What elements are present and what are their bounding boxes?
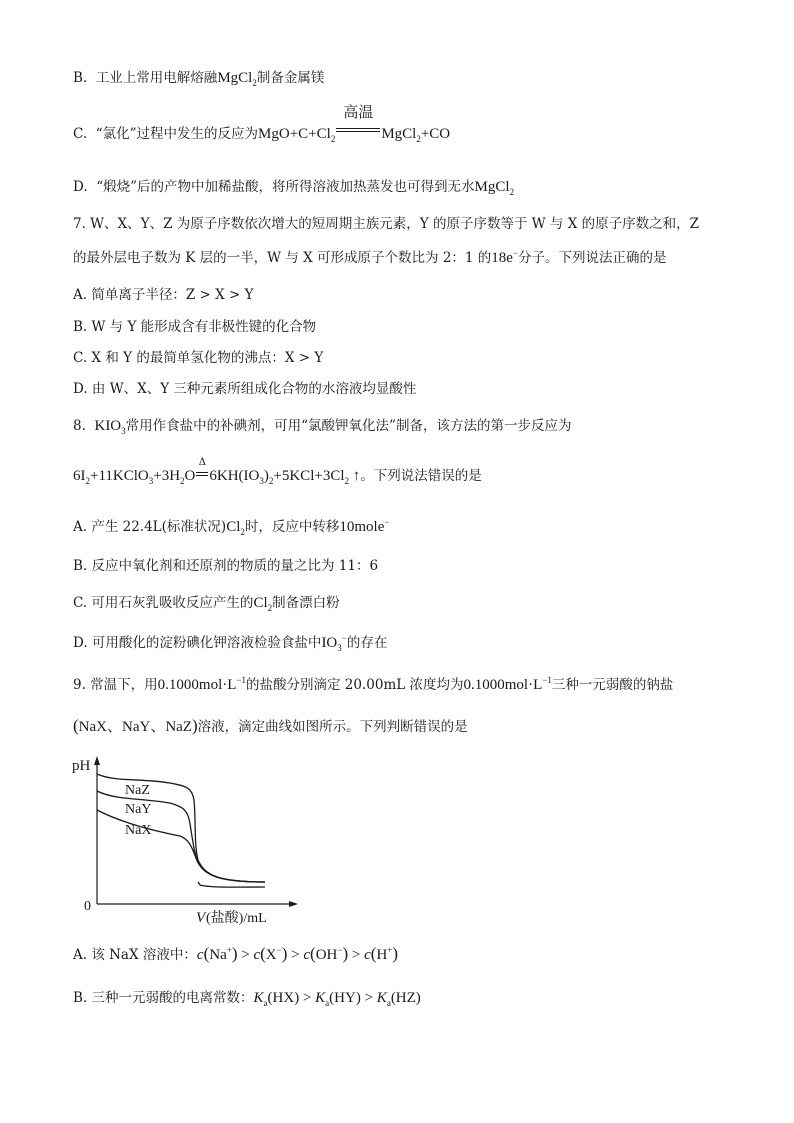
q7-stem-line2: 的最外层电子数为 K 层的一半，W 与 X 可形成原子个数比为 2：1 的18e−分子。下列说法正确的是 [73, 248, 667, 266]
q9-stem-line2: (NaX、NaY、NaZ)溶液，滴定曲线如图所示。下列判断错误的是 [73, 716, 468, 735]
q9-option-b: B. 三种一元弱酸的电离常数：$K_a(HX) > K_a(HY) > K_a(HZ)$ [73, 990, 421, 1008]
q7-stem-line1: 7. W、X、Y、Z 为原子序数依次增大的短周期主族元素，Y 的原子序数等于 W 与 X 的原子序数之和，Z [73, 216, 699, 232]
reaction-condition: 高温 [335, 124, 381, 144]
x-axis-label-v: V [196, 910, 206, 926]
curve-nax [97, 810, 265, 882]
q6-option-b: B. 工业上常用电解熔融MgCl$_2$制备金属镁 [73, 70, 325, 88]
y-axis-arrow [94, 756, 100, 765]
heat-condition: Δ [195, 466, 209, 486]
q7-option-d: D. 由 W、X、Y 三种元素所组成化合物的水溶液均显酸性 [73, 381, 417, 397]
series-label-nay: NaY [125, 802, 152, 817]
q9-stem-line1: 9. 常温下，用$0.1000mol\cdot L^{-1}$的盐酸分别滴定 20.00mL 浓度均为$0.1000mol\cdot L^{-1}$三种一元弱酸的钠盐 [73, 675, 674, 693]
curve-naz [97, 774, 265, 882]
series-label-nax: NaX [125, 823, 152, 838]
curve-tail [198, 882, 265, 887]
q8-stem-line1: 8. $KIO_3$常用作食盐中的补碘剂，可用“氯酸钾氧化法”制备，该方法的第一步反应为 [73, 418, 572, 436]
y-axis-label: pH [72, 758, 91, 774]
q6-option-d: D. “煅烧”后的产物中加稀盐酸，将所得溶液加热蒸发也可得到无水MgCl$_2$ [73, 179, 515, 197]
x-axis-label-rest: (盐酸)/mL [206, 911, 267, 926]
q8-option-c: C. 可用石灰乳吸收反应产生的$Cl_2$制备漂白粉 [73, 595, 340, 613]
x-axis-arrow [289, 901, 298, 907]
q7-option-a: A. 简单离子半径：Z > X > Y [73, 287, 254, 303]
origin-label: 0 [84, 899, 91, 914]
q8-option-a: A. 产生 22.4L(标准状况)$Cl_2$时，反应中转移10mole− [73, 517, 390, 537]
q7-option-c: C. X 和 Y 的最简单氢化物的沸点：X > Y [73, 350, 324, 366]
q8-option-d: D. 可用酸化的淀粉碘化钾溶液检验食盐中$IO_3^-$的存在 [73, 633, 388, 653]
series-label-naz: NaZ [125, 783, 150, 798]
q8-equation: $6I_2+11KClO_3+3H_2O$ Δ $6KH(IO_3)_2+5KCl+3Cl_2$ ↑。下列说法错误的是 [73, 457, 482, 486]
q6-option-c: C. “氯化”过程中发生的反应为$MgO+C+Cl_2$ 高温 MgCl$_2$+CO [73, 103, 451, 144]
q9-option-a: A. 该 NaX 溶液中：c(Na+) > c(X−) > c(OH−) > c(H+) [73, 944, 399, 963]
q8-option-b: B. 反应中氧化剂和还原剂的物质的量之比为 11：6 [73, 558, 379, 574]
q7-option-b: B. W 与 Y 能形成含有非极性键的化合物 [73, 319, 317, 335]
titration-curve-figure [60, 752, 300, 930]
